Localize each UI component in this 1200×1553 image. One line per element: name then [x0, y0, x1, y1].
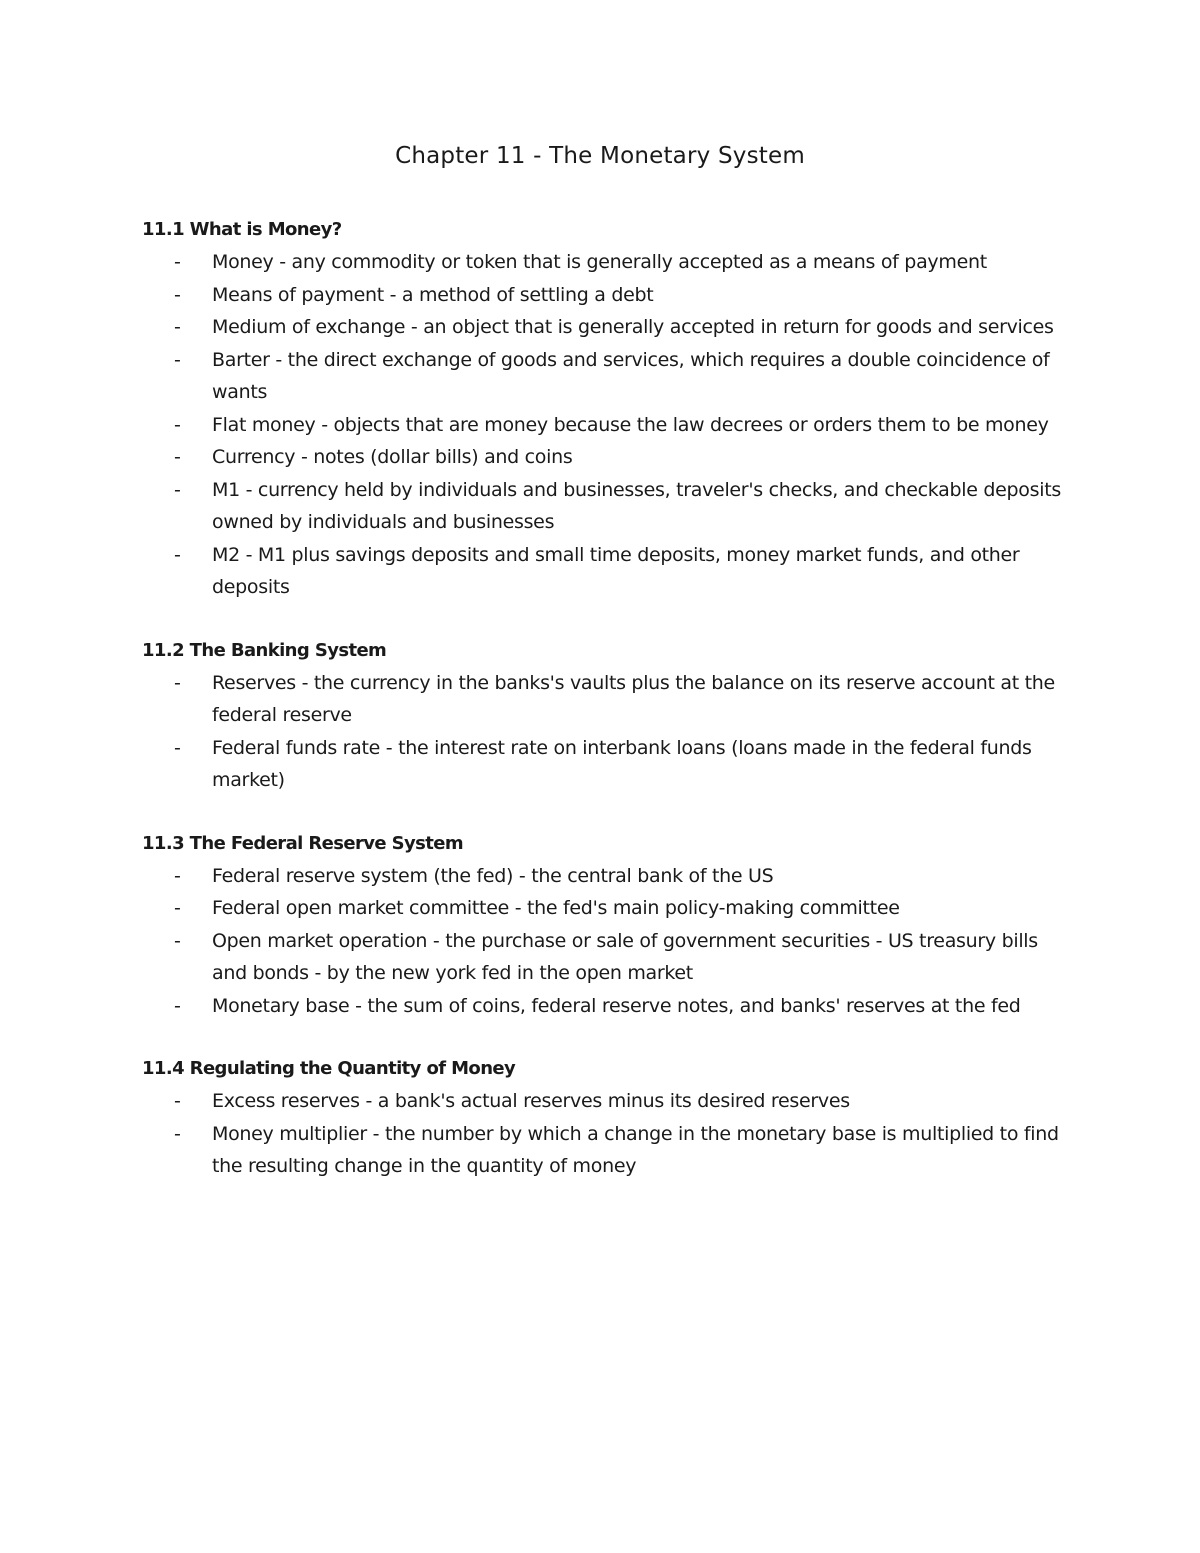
section-federal-reserve-system	[142, 828, 1062, 1023]
list-item	[142, 441, 1062, 474]
list-item	[142, 279, 1062, 312]
list-item	[142, 344, 1062, 409]
bullet-list	[142, 860, 1062, 1023]
list-item-text: Money - any commodity or token that is generally accepted as a means of payment	[212, 251, 987, 273]
list-item	[142, 860, 1062, 893]
list-item-text: Open market operation - the purchase or sale of government securities - US treasury bills and bonds - by the new york fed in the open market	[212, 929, 1038, 984]
list-item	[142, 474, 1062, 539]
list-item-text: Currency - notes (dollar bills) and coins	[212, 446, 573, 468]
dash-bullet-icon: -	[174, 251, 181, 273]
list-item	[142, 1118, 1062, 1183]
list-item	[142, 311, 1062, 344]
section-heading: 11.1 What is Money?	[142, 219, 342, 240]
list-item	[142, 892, 1062, 925]
dash-bullet-icon: -	[174, 543, 181, 566]
list-item-text: Federal reserve system (the fed) - the central bank of the US	[212, 864, 774, 887]
dash-bullet-icon: -	[174, 1090, 181, 1112]
dash-bullet-icon: -	[174, 1122, 181, 1145]
section-regulating-quantity-of-money	[142, 1053, 1062, 1183]
section-heading: 11.3 The Federal Reserve System	[142, 832, 464, 854]
list-item-text: Federal funds rate - the interest rate on interbank loans (loans made in the federal funds market)	[212, 736, 1032, 791]
list-item	[142, 732, 1062, 797]
document-body	[142, 214, 1062, 1214]
list-item	[142, 990, 1062, 1023]
dash-bullet-icon: -	[174, 478, 181, 501]
bullet-list	[142, 667, 1062, 797]
list-item	[142, 925, 1062, 990]
bullet-list	[142, 1085, 1062, 1183]
list-item-text: Medium of exchange - an object that is generally accepted in return for goods and services	[212, 316, 1054, 338]
dash-bullet-icon: -	[174, 671, 181, 694]
list-item	[142, 667, 1062, 732]
list-item-text: Federal open market committee - the fed's main policy-making committee	[212, 897, 900, 919]
document-title: Chapter 11 - The Monetary System	[395, 143, 805, 169]
dash-bullet-icon: -	[174, 348, 181, 371]
section-heading: 11.4 Regulating the Quantity of Money	[142, 1058, 516, 1079]
section-heading: 11.2 The Banking System	[142, 639, 387, 661]
bullet-list	[142, 246, 1062, 604]
dash-bullet-icon: -	[174, 897, 181, 919]
dash-bullet-icon: -	[174, 283, 181, 306]
list-item-text: M2 - M1 plus savings deposits and small time deposits, money market funds, and other deposits	[212, 543, 1020, 598]
section-what-is-money	[142, 214, 1062, 604]
dash-bullet-icon: -	[174, 994, 181, 1017]
dash-bullet-icon: -	[174, 736, 181, 759]
list-item-text: Monetary base - the sum of coins, federal reserve notes, and banks' reserves at the fed	[212, 994, 1021, 1017]
list-item-text: Excess reserves - a bank's actual reserves minus its desired reserves	[212, 1090, 850, 1112]
list-item	[142, 246, 1062, 279]
list-item-text: Money multiplier - the number by which a change in the monetary base is multiplied to find the resulting change in the quantity of money	[212, 1122, 1059, 1177]
section-banking-system	[142, 635, 1062, 797]
list-item-text: Barter - the direct exchange of goods and services, which requires a double coincidence of wants	[212, 348, 1050, 403]
dash-bullet-icon: -	[174, 929, 181, 952]
dash-bullet-icon: -	[174, 413, 181, 436]
list-item-text: M1 - currency held by individuals and businesses, traveler's checks, and checkable deposits owned by individuals and businesses	[212, 478, 1061, 533]
list-item-text: Reserves - the currency in the banks's vaults plus the balance on its reserve account at the federal reserve	[212, 671, 1055, 726]
list-item-text: Means of payment - a method of settling a debt	[212, 283, 654, 306]
dash-bullet-icon: -	[174, 316, 181, 338]
list-item	[142, 409, 1062, 442]
list-item-text: Flat money - objects that are money because the law decrees or orders them to be money	[212, 413, 1049, 436]
dash-bullet-icon: -	[174, 864, 181, 887]
dash-bullet-icon: -	[174, 446, 181, 468]
list-item	[142, 1085, 1062, 1118]
list-item	[142, 539, 1062, 604]
